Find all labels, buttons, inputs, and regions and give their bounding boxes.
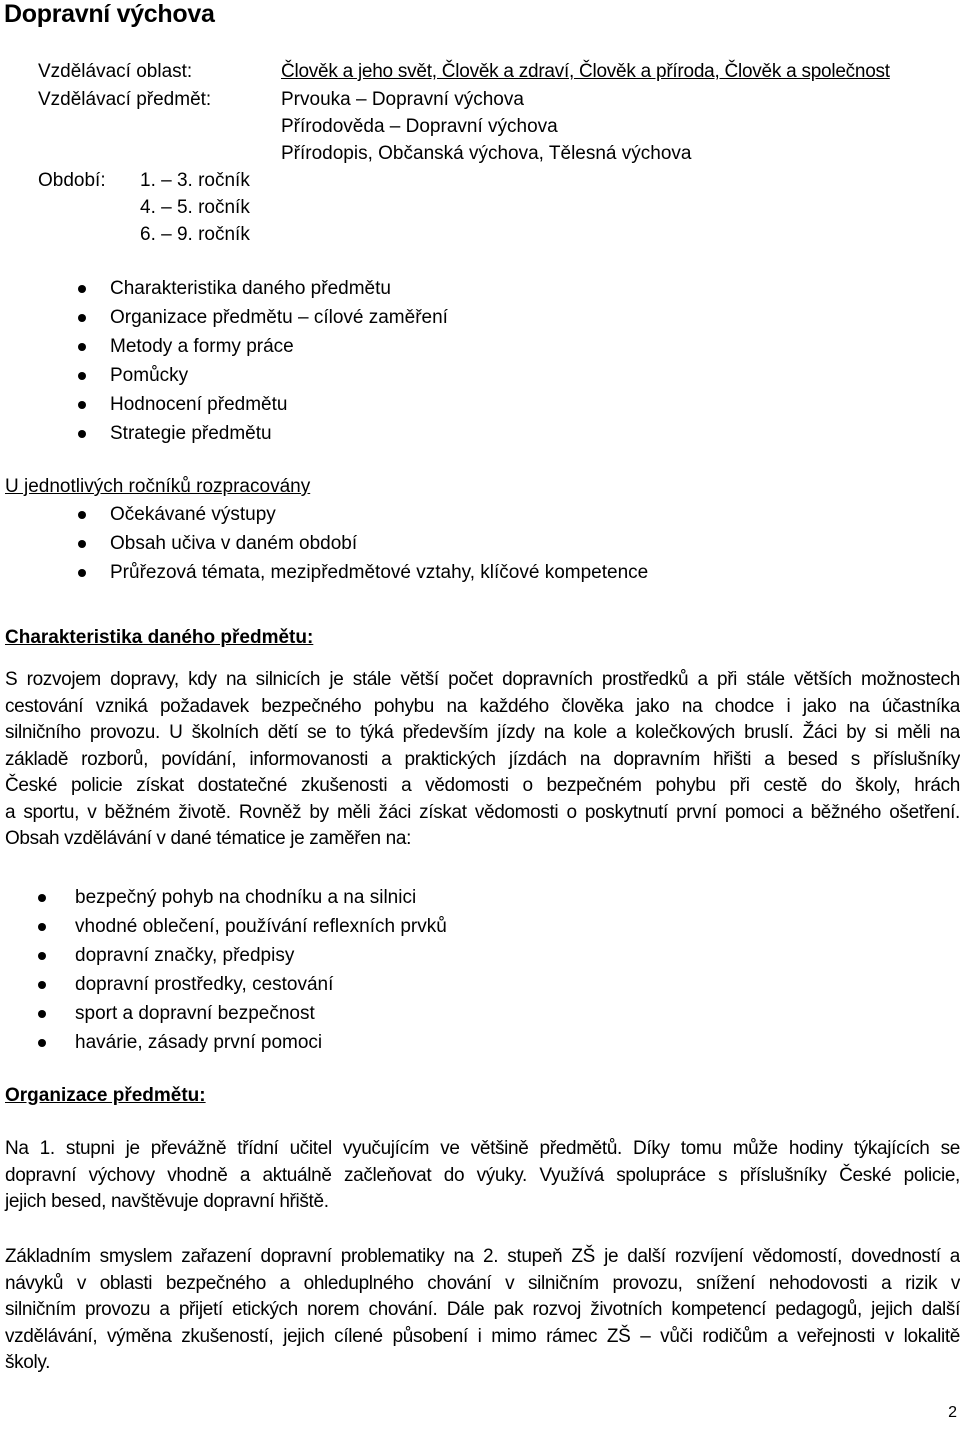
obsah-list [38,884,447,1058]
list-item: Pomůcky [78,362,448,391]
list-item: Očekávané výstupy [78,501,648,530]
list-item: havárie, zásady první pomoci [38,1029,447,1058]
bullet-icon [38,1039,46,1047]
list-item: Strategie předmětu [78,420,448,449]
oblast-value: Člověk a jeho svět, Člověk a zdraví, Člověk a příroda, Člověk a společnost [281,61,890,82]
paragraph-line: S rozvojem dopravy, kdy na silnicích je stále větší počet dopravních prostředků a při stále větších možnostech [5,669,960,690]
bullet-icon [78,540,86,548]
paragraph-line: Základním smyslem zařazení dopravní problematiky na 2. stupeň ZŠ je další rozvíjení vědomostí, dovedností a [5,1246,960,1267]
bullet-icon [78,343,86,351]
obdobi-value-1: 1. – 3. ročník [140,170,250,191]
obdobi-value-2: 4. – 5. ročník [140,197,250,218]
bullet-icon [38,981,46,989]
predmet-value-3: Přírodopis, Občanská výchova, Tělesná výchova [281,143,692,164]
bullet-icon [38,1010,46,1018]
bullet-icon [78,401,86,409]
paragraph-line: Na 1. stupni je převážně třídní učitel vyučujícím ve většině předmětů. Díky tomu může hodiny týkajících se [5,1138,960,1159]
page-title: Dopravní výchova [4,0,215,28]
list-item: Průřezová témata, mezipředmětové vztahy, klíčové kompetence [78,559,648,588]
oblast-label: Vzdělávací oblast: [38,61,193,82]
paragraph-line: a sportu, v běžném životě. Rovněž by měli žáci získat vědomosti o poskytnutí první pomoci a běžného ošetření. [5,801,960,823]
paragraph-line: dopravní výchovy vhodně a aktuálně začleňovat do výuky. Využívá spolupráce s příslušníky České policie, [5,1164,960,1186]
list-item: Obsah učiva v daném období [78,530,648,559]
charakteristika-paragraph [5,667,960,853]
paragraph-line: návyků v oblasti bezpečného a ohleduplného chování v silničním provozu, snížení nehodovosti a rizik v [5,1272,960,1294]
bullet-icon [38,952,46,960]
list-item: dopravní značky, předpisy [38,942,447,971]
organizace-heading: Organizace předmětu: [5,1085,206,1106]
predmet-value-2: Přírodověda – Dopravní výchova [281,116,558,137]
bullet-icon [78,511,86,519]
organizace-paragraph-2 [5,1244,960,1377]
organizace-paragraph-1 [5,1136,960,1216]
paragraph-line: Obsah vzdělávání v dané tématice je zaměřen na: [5,828,412,849]
list-item: Hodnocení předmětu [78,391,448,420]
predmet-label: Vzdělávací předmět: [38,89,212,110]
predmet-value-1: Prvouka – Dopravní výchova [281,89,524,110]
paragraph-line: silničního provozu. U školních dětí se to týká především jízdy na kole a kolečkových bruslí. Žáci by si měli na [5,722,960,743]
list-item: Charakteristika daného předmětu [78,275,448,304]
paragraph-line: jejich besed, navštěvuje dopravní hřiště. [5,1191,329,1212]
outline-list [78,275,448,449]
charakteristika-heading: Charakteristika daného předmětu: [5,627,314,648]
obdobi-value-3: 6. – 9. ročník [140,224,250,245]
rocniky-list [78,501,648,588]
list-item: Organizace předmětu – cílové zaměření [78,304,448,333]
list-item: sport a dopravní bezpečnost [38,1000,447,1029]
rocniky-heading: U jednotlivých ročníků rozpracovány [5,476,311,497]
list-item: dopravní prostředky, cestování [38,971,447,1000]
obdobi-label: Období: [38,170,106,191]
paragraph-line: cestování vzniká požadavek bezpečného pohybu na každého člověka jako na chodce i jako na účastníka [5,695,960,717]
paragraph-line: silničním provozu a přijetí etických norem chování. Dále pak rozvoj životních kompetencí pedagogů, jejich další [5,1299,960,1320]
bullet-icon [38,894,46,902]
list-item: bezpečný pohyb na chodníku a na silnici [38,884,447,913]
page-number: 2 [948,1404,957,1421]
paragraph-line: základě rozborů, povídání, informovanosti a praktických jízdách na dopravním hřišti a besed s příslušníky [5,748,960,770]
bullet-icon [38,923,46,931]
bullet-icon [78,285,86,293]
paragraph-line: České policie získat dostatečné zkušenosti a vědomosti o bezpečném pohybu při cestě do školy, hrách [5,775,960,796]
bullet-icon [78,372,86,380]
bullet-icon [78,569,86,577]
bullet-icon [78,430,86,438]
paragraph-line: školy. [5,1352,51,1373]
list-item: vhodné oblečení, používání reflexních prvků [38,913,447,942]
bullet-icon [78,314,86,322]
paragraph-line: vzdělávání, výměna zkušeností, jejich cílené působení i mimo rámec ZŠ – vůči rodičům a veřejnosti v lokalitě [5,1325,960,1347]
list-item: Metody a formy práce [78,333,448,362]
